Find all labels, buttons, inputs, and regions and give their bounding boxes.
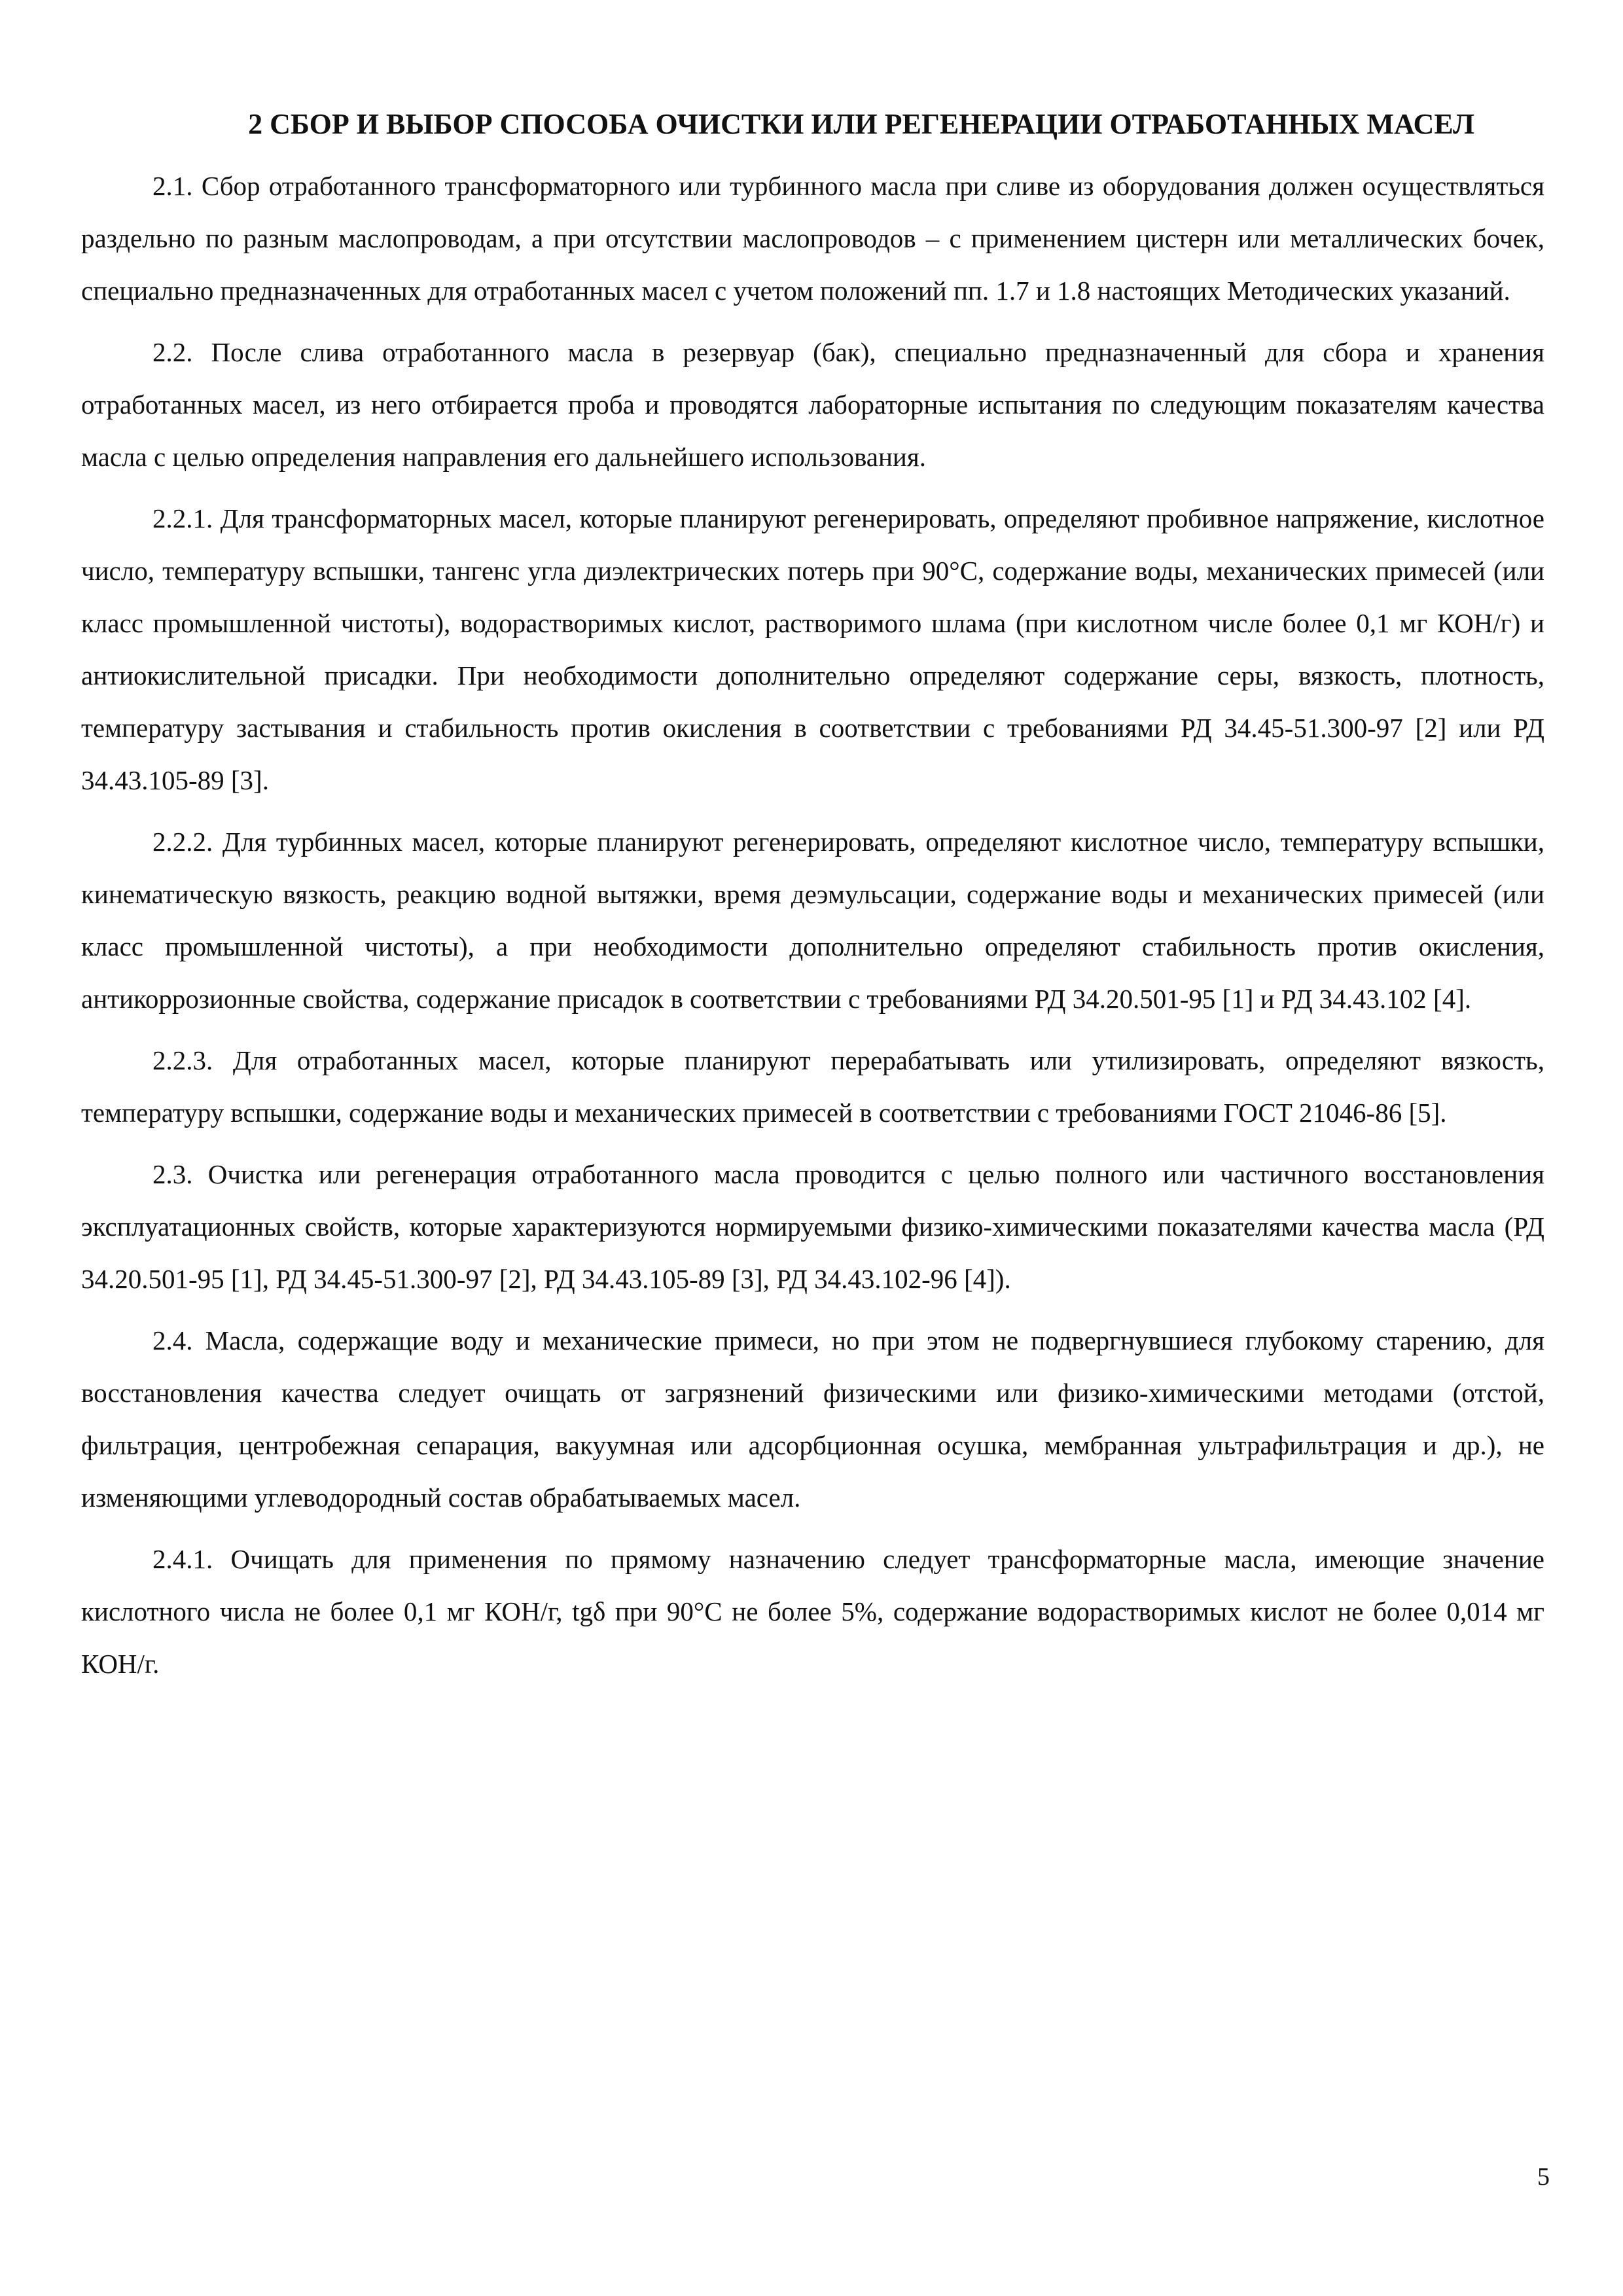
document-page xyxy=(81,98,1544,1699)
paragraph-2-2-2: 2.2.2. Для турбинных масел, которые планируют регенерировать, определяют кислотное число, температуру вспышки, кинематическую вязкость, реакцию водной вытяжки, время деэмульсации, содержание воды и механических примесей (или класс промышленной чистоты), а при необходимости дополнительно определяют стабильность против окисления, антикоррозионные свойства, содержание присадок в соответствии с требованиями РД 34.20.501-95 [1] и РД 34.43.102 [4]. xyxy=(81,827,1544,1014)
paragraph-2-2-3: 2.2.3. Для отработанных масел, которые планируют перерабатывать или утилизировать, определяют вязкость, температуру вспышки, содержание воды и механических примесей в соответствии с требованиями ГОСТ 21046-86 [5]. xyxy=(81,1045,1544,1128)
paragraph-2-3: 2.3. Очистка или регенерация отработанного масла проводится с целью полного или частичного восстановления эксплуатационных свойств, которые характеризуются нормируемыми физико-химическими показателями качества масла (РД 34.20.501-95 [1], РД 34.45-51.300-97 [2], РД 34.43.105-89 [3], РД 34.43.102-96 [4]). xyxy=(81,1159,1544,1294)
paragraph-2-4: 2.4. Масла, содержащие воду и механические примеси, но при этом не подвергнувшиеся глубокому старению, для восстановления качества следует очищать от загрязнений физическими или физико-химическими методами (отстой, фильтрация, центробежная сепарация, вакуумная или адсорбционная осушка, мембранная ультрафильтрация и др.), не изменяющими углеводородный состав обрабатываемых масел. xyxy=(81,1325,1544,1513)
paragraph-2-4-1: 2.4.1. Очищать для применения по прямому назначению следует трансформаторные масла, имеющие значение кислотного числа не более 0,1 мг КОН/г, tgδ при 90°С не более 5%, содержание водорастворимых кислот не более 0,014 мг КОН/г. xyxy=(81,1544,1544,1679)
page-number: 5 xyxy=(1537,2163,1550,2191)
section-heading: 2 СБОР И ВЫБОР СПОСОБА ОЧИСТКИ ИЛИ РЕГЕНЕРАЦИИ ОТРАБОТАННЫХ МАСЕЛ xyxy=(248,108,1474,140)
paragraph-2-2: 2.2. После слива отработанного масла в резервуар (бак), специально предназначенный для сбора и хранения отработанных масел, из него отбирается проба и проводятся лабораторные испытания по следующим показателям качества масла с целью определения направления его дальнейшего использования. xyxy=(81,337,1544,472)
paragraph-2-2-1: 2.2.1. Для трансформаторных масел, которые планируют регенерировать, определяют пробивное напряжение, кислотное число, температуру вспышки, тангенс угла диэлектрических потерь при 90°С, содержание воды, механических примесей (или класс промышленной чистоты), водорастворимых кислот, растворимого шлама (при кислотном числе более 0,1 мг КОН/г) и антиокислительной присадки. При необходимости дополнительно определяют содержание серы, вязкость, плотность, температуру застывания и стабильность против окисления в соответствии с требованиями РД 34.45-51.300-97 [2] или РД 34.43.105-89 [3]. xyxy=(81,503,1544,795)
paragraph-2-1: 2.1. Сбор отработанного трансформаторного или турбинного масла при сливе из оборудования должен осуществляться раздельно по разным маслопроводам, а при отсутствии маслопроводов – с применением цистерн или металлических бочек, специально предназначенных для отработанных масел с учетом положений пп. 1.7 и 1.8 настоящих Методических указаний. xyxy=(81,171,1544,306)
